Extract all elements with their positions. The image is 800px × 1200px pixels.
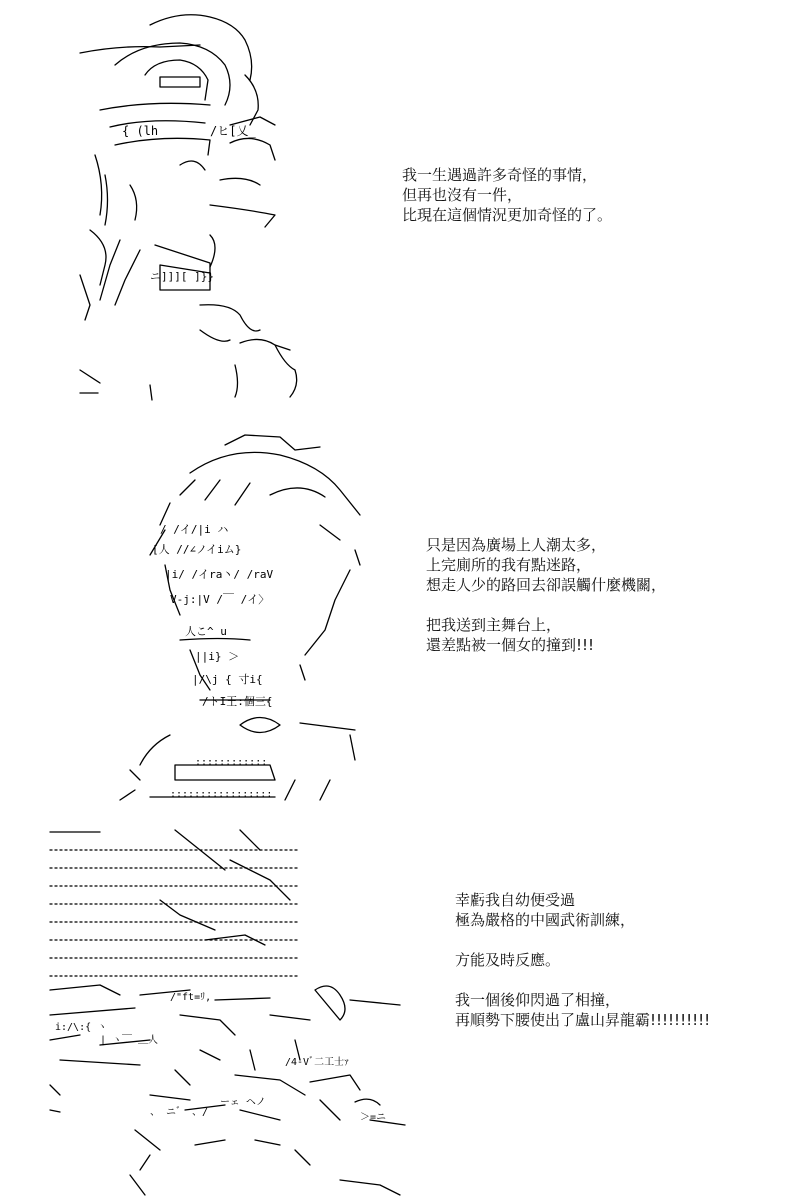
manga-panel-2 — [0, 410, 800, 810]
svg-text:i:/\:{ ヽ: i:/\:{ ヽ — [55, 1022, 108, 1033]
narration-box-3 — [455, 890, 710, 1030]
svg-text:| ヽ￣ ＿人: | ヽ￣ ＿人 — [100, 1035, 159, 1046]
svg-text:||i} ＞: ||i} ＞ — [195, 650, 240, 663]
narration-line: 把我送到主舞台上， — [426, 616, 562, 634]
narration-line: 還差點被一個女的撞到!!! — [426, 636, 595, 654]
narration-box-1 — [402, 165, 612, 225]
ascii-art-action-scene — [40, 820, 420, 1200]
narration-gap — [455, 930, 710, 950]
svg-text:、 ニ゛ 、/: 、 ニ゛ 、/ — [150, 1107, 209, 1118]
svg-text:人こ^ u: 人こ^ u — [185, 625, 227, 638]
svg-text:/4-Vﾞ二工士ｧ: /4-Vﾞ二工士ｧ — [285, 1057, 350, 1068]
narration-line: 但再也沒有一件， — [402, 186, 523, 204]
narration-line: 比現在這個情況更加奇怪的了。 — [402, 206, 613, 224]
narration-gap — [455, 970, 710, 990]
narration-line: 再順勢下腰使出了盧山昇龍霸!!!!!!!!!! — [455, 1011, 711, 1029]
svg-text:ニ]]][ ]}}: ニ]]][ ]}} — [150, 270, 214, 283]
manga-panel-1 — [0, 0, 800, 410]
svg-text:＞=ニ: ＞=ニ — [360, 1112, 387, 1123]
narration-line: 我一個後仰閃過了相撞， — [455, 991, 621, 1009]
svg-text:/ヒ[乂_: /ヒ[乂_ — [210, 124, 256, 138]
narration-gap — [426, 595, 666, 615]
ascii-art-boy-portrait — [110, 425, 380, 810]
svg-text:{ (lh: { (lh — [122, 124, 159, 138]
svg-text::::::::::::::::::: ::::::::::::::::: — [170, 789, 273, 800]
svg-text:|i/ /イra丶/ /raV: |i/ /イra丶/ /raV — [165, 568, 274, 581]
narration-line: 方能及時反應。 — [455, 951, 561, 969]
ascii-art-character-with-hat — [60, 5, 320, 405]
svg-text:/トI王:個三{: /トI王:個三{ — [202, 695, 273, 708]
narration-line: 想走人少的路回去卻誤觸什麼機關， — [426, 576, 667, 594]
narration-line: 我一生遇過許多奇怪的事情， — [402, 166, 598, 184]
narration-line: 幸虧我自幼便受過 — [455, 891, 576, 909]
svg-text:V-j:|V /￣ /イ〉: V-j:|V /￣ /イ〉 — [170, 593, 270, 606]
narration-line: 只是因為廣場上人潮太多， — [426, 536, 607, 554]
svg-text:::::::::::::: :::::::::::: — [195, 757, 268, 768]
svg-text:/"ft=ﾘ,: /"ft=ﾘ, — [170, 992, 212, 1003]
narration-box-2 — [426, 535, 666, 655]
svg-text:ーェ ヘノ: ーェ ヘノ — [220, 1097, 266, 1108]
narration-line: 上完廁所的我有點迷路， — [426, 556, 592, 574]
svg-text:[人 //∠ノイiム}: [人 //∠ノイiム} — [152, 543, 242, 556]
narration-line: 極為嚴格的中國武術訓練， — [455, 911, 636, 929]
svg-text:/ /イ/|i ハ: / /イ/|i ハ — [160, 523, 229, 536]
manga-panel-3 — [0, 810, 800, 1200]
svg-text:|/\j { 寸i{: |/\j { 寸i{ — [192, 673, 263, 686]
